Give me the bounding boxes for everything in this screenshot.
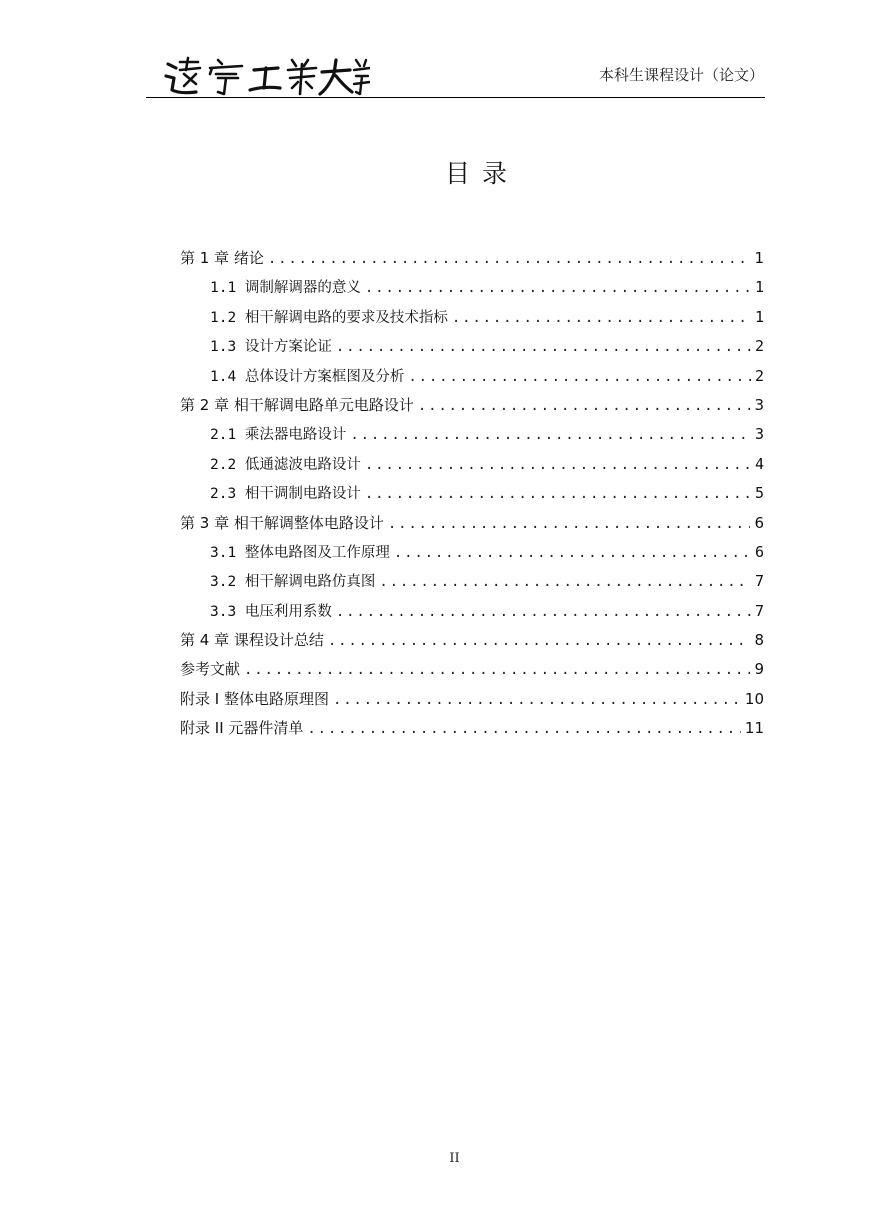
table-of-contents bbox=[180, 244, 764, 744]
toc-chapter-entry[interactable] bbox=[180, 244, 764, 273]
toc-entry-page: 7 bbox=[754, 572, 764, 591]
toc-title: 目录 bbox=[444, 159, 519, 188]
toc-dot-leader bbox=[333, 686, 741, 715]
toc-entry-page: 7 bbox=[754, 601, 764, 620]
toc-entry-label: 3.2 相干解调电路仿真图 bbox=[210, 574, 376, 591]
toc-entry-page: 2 bbox=[754, 366, 764, 385]
toc-chapter-entry[interactable] bbox=[180, 685, 764, 714]
toc-entry-label: 第 1 章 绪论 bbox=[180, 249, 264, 267]
toc-entry-label: 参考文献 bbox=[180, 660, 241, 679]
toc-entry-label: 附录 I 整体电路原理图 bbox=[180, 689, 329, 708]
toc-section-entry[interactable] bbox=[180, 362, 764, 391]
toc-dot-leader bbox=[350, 421, 751, 450]
toc-entry-label: 2.3 相干调制电路设计 bbox=[210, 486, 361, 503]
toc-entry-page: 10 bbox=[744, 689, 764, 708]
toc-entry-label: 1.2 相干解调电路的要求及技术指标 bbox=[210, 309, 448, 326]
toc-section-entry[interactable] bbox=[180, 303, 764, 332]
toc-chapter-entry[interactable] bbox=[180, 391, 764, 420]
toc-dot-leader bbox=[336, 598, 751, 627]
toc-dot-leader bbox=[408, 363, 751, 392]
toc-section-entry[interactable] bbox=[180, 597, 764, 626]
toc-entry-page: 1 bbox=[754, 278, 764, 297]
toc-section-entry[interactable] bbox=[180, 450, 764, 479]
header-document-type: 本科生课程设计（论文） bbox=[598, 66, 764, 84]
toc-entry-page: 8 bbox=[754, 631, 764, 650]
university-logo bbox=[160, 54, 370, 98]
toc-dot-leader bbox=[244, 656, 750, 685]
page-number: II bbox=[449, 1151, 460, 1166]
toc-dot-leader bbox=[365, 451, 751, 480]
toc-entry-label: 3.1 整体电路图及工作原理 bbox=[210, 544, 390, 561]
toc-chapter-entry[interactable] bbox=[180, 509, 764, 538]
toc-entry-label: 第 4 章 课程设计总结 bbox=[180, 631, 324, 650]
toc-entry-page: 3 bbox=[754, 395, 764, 414]
toc-section-entry[interactable] bbox=[180, 332, 764, 361]
toc-entry-page: 3 bbox=[754, 425, 764, 444]
toc-entry-page: 1 bbox=[754, 307, 764, 326]
toc-dot-leader bbox=[388, 510, 751, 539]
toc-entry-label: 1.3 设计方案论证 bbox=[210, 339, 332, 356]
toc-entry-label: 1.4 总体设计方案框图及分析 bbox=[210, 368, 405, 385]
toc-dot-leader bbox=[379, 568, 751, 597]
toc-entry-label: 2.2 低通滤波电路设计 bbox=[210, 456, 361, 473]
toc-entry-label: 3.3 电压利用系数 bbox=[210, 603, 332, 620]
toc-entry-page: 4 bbox=[754, 454, 764, 473]
toc-dot-leader bbox=[336, 333, 751, 362]
toc-dot-leader bbox=[307, 715, 741, 744]
toc-entry-page: 6 bbox=[754, 542, 764, 561]
toc-section-entry[interactable] bbox=[180, 538, 764, 567]
toc-dot-leader bbox=[328, 627, 751, 656]
toc-dot-leader bbox=[452, 304, 751, 333]
toc-entry-page: 5 bbox=[754, 484, 764, 503]
toc-chapter-entry[interactable] bbox=[180, 626, 764, 655]
toc-section-entry[interactable] bbox=[180, 567, 764, 596]
toc-section-entry[interactable] bbox=[180, 420, 764, 449]
toc-entry-label: 第 3 章 相干解调整体电路设计 bbox=[180, 513, 384, 532]
toc-entry-label: 第 2 章 相干解调电路单元电路设计 bbox=[180, 395, 414, 414]
toc-section-entry[interactable] bbox=[180, 479, 764, 508]
toc-entry-page: 11 bbox=[744, 719, 764, 738]
toc-dot-leader bbox=[365, 480, 751, 509]
toc-dot-leader bbox=[418, 392, 751, 421]
toc-chapter-entry[interactable] bbox=[180, 655, 764, 684]
header-divider bbox=[146, 97, 765, 98]
toc-dot-leader bbox=[394, 539, 751, 568]
toc-entry-page: 1 bbox=[754, 249, 764, 267]
toc-entry-page: 6 bbox=[754, 513, 764, 532]
toc-entry-label: 附录 II 元器件清单 bbox=[180, 719, 304, 738]
toc-dot-leader bbox=[268, 245, 751, 274]
toc-entry-page: 2 bbox=[754, 337, 764, 356]
toc-entry-page: 9 bbox=[754, 660, 764, 679]
toc-entry-label: 1.1 调制解调器的意义 bbox=[210, 280, 361, 297]
toc-entry-label: 2.1 乘法器电路设计 bbox=[210, 427, 347, 444]
toc-section-entry[interactable] bbox=[180, 273, 764, 302]
toc-chapter-entry[interactable] bbox=[180, 714, 764, 743]
toc-dot-leader bbox=[365, 274, 751, 303]
